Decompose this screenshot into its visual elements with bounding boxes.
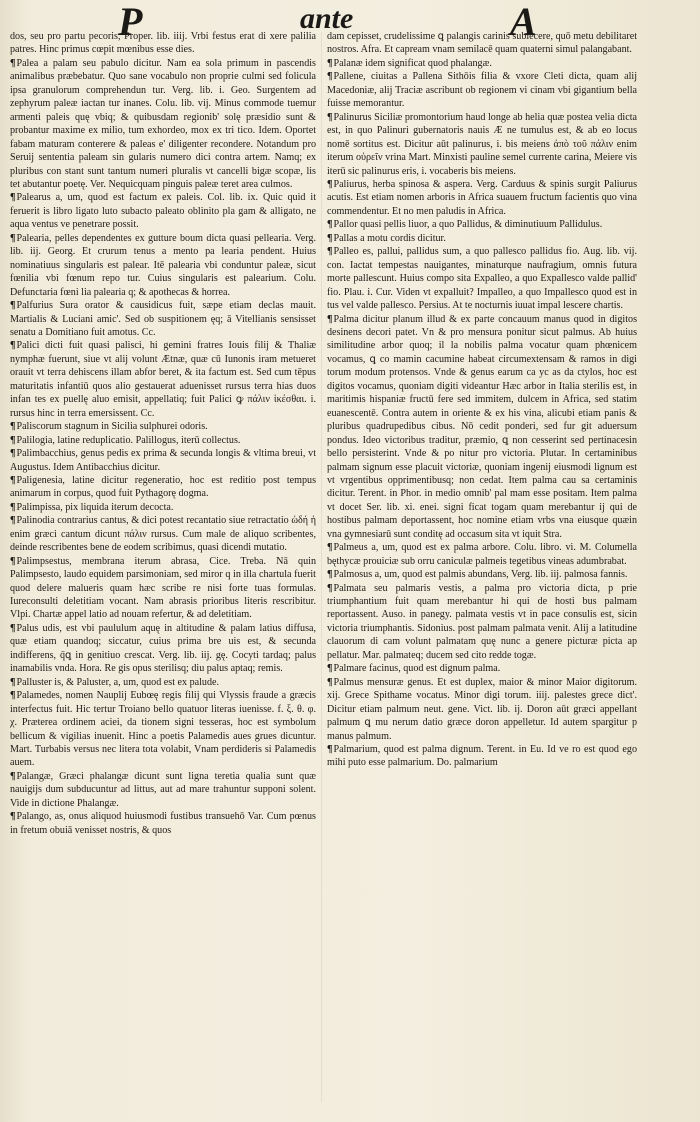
paragraph-mark: ¶ [10,770,16,782]
dictionary-entry [10,434,316,447]
dictionary-entry [327,313,637,542]
dictionary-entry [10,474,316,501]
entry-text: Pallene, ciuitas a Pallena Sithōis filia & vxore Cleti dicta, quam alij Macedoniæ, alij Traciæ ascribunt ob regionem vi cinam vbi gigantium bella fuisse memorantur. [327,71,637,110]
entry-text: Palmarium, quod est palma dignum. Terent. in Eu. Id ve ro est quod ego mihi puto esse palmarium. Do. palmarium [327,744,637,769]
entry-text: Palmata seu palmaris vestis, a palma pro victoria dicta, p prie triumphantium fuit quam merebantur hi qui de hosti bus palmam reportassent. Auso. in panegy. palmata vestis vt in pace consulis est, sicin victoria triumphantis. Sidonius. post palmam palmata venit. Alij a latitudine clauorum di cam volunt palmatam quę nunc a genere picturæ picta ap pellatur. Mar. palmateq; ducem sed cito redde togæ. [327,582,637,661]
paragraph-mark: ¶ [10,421,16,433]
entry-text: Palleo es, pallui, pallidus sum, a quo pallesco pallidus fio. Aug. lib. vij. con. Iactat tempestas nauigantes, minaturque naufragium, omnis futura morte pallescunt. Huius compo sita Expalleo, a quo Expallesco valde pallid' fio. Plau. i. Cur. Viden vt expalluit? Impalleo, a quo Impallesco quod est in tus vel valde pallesco. Persius. At te nocturnis iuuat impal lescere chartis. [327,246,637,312]
left-column [10,30,316,1110]
paragraph-mark: ¶ [327,57,333,69]
entry-text: Palmare facinus, quod est dignum palma. [333,663,501,675]
paragraph-mark: ¶ [327,582,333,594]
dictionary-entry [327,57,637,70]
entry-text: dam cepisset, crudelissime ꝗ palangis carinis subiecere, quō metu debilitaret nostros. Afra. Et capream vnam semilacē quam quaterni simul palangabant. [327,31,637,56]
paragraph-mark: ¶ [10,474,16,486]
entry-text: Palmosus a, um, quod est palmis abundans, Verg. lib. iij. palmosa fannis. [333,569,628,581]
dictionary-entry [327,568,637,581]
paragraph-mark: ¶ [327,246,333,258]
entry-text: Pallor quasi pellis liuor, a quo Pallidus, & diminutiuum Pallidulus. [333,219,603,231]
entry-text: Palimbacchius, genus pedis ex prima & secunda longis & vltima breui, vt Augustus. Idem Antibacchius dicitur. [10,448,316,473]
dictionary-entry [10,555,316,622]
entry-text: Palmeus a, um, quod est ex palma arbore. Colu. libro. vi. M. Columella bęthycæ prouiciæ sub orru caniculæ palmeis tegetibus vineas adumbrabat. [327,542,637,567]
entry-text: Palilogia, latine reduplicatio. Palillogus, iterū collectus. [16,434,241,446]
paragraph-mark: ¶ [327,676,333,688]
paragraph-mark: ¶ [327,219,333,231]
entry-text: Pallas a motu cordis dicitur. [333,232,446,244]
paragraph-mark: ¶ [327,313,333,325]
paragraph-mark: ¶ [10,555,16,567]
dictionary-entry [327,111,637,178]
paragraph-mark: ¶ [327,542,333,554]
right-column [327,30,637,1110]
paragraph-mark: ¶ [10,622,16,634]
entry-text: Palea a palam seu pabulo dicitur. Nam ea sola primum in pascendis animalibus præbebatur. Quo sane vocabulo non proprie culmi sed folicula ipsa granulorum comprehendun tur. Verg. lib. i. Geo. Surgentem ad zephyrum paleæ iactan tur inanes. Colu. lib. vij. Minus commode tuemur armenti paleis quę vbiq; & quibusdam regionib' solę præsidio sunt & probantur maxime ex milio, tum exhordeo, mox ex tri tico. Idem. Oportet fabam maturam conterere & paleas e' diligenter recondere. Notandum pro Seruij sententia paleam sin gularis numero dici contra artem. Namq; ex pluribus con stant sunt tantum numeri pluralis vt cancelli bigæ scopæ, lis tet abutantur poetę. Ver. Nequicquam pinguis paleæ teret area culmos. [10,57,316,190]
entry-text: Palus udis, est vbi paululum aquę in altitudine & palam latius diffusa, quæ etiam quandoq; siccatur, cuius prima bre uis est, & secunda indifferens, q̄ꝗ in genitiuo crescat. Verg. lib. iij. gę. Cocyti tardaq; palus inamabilis vnda. Hora. Re gis opus sterilisq; diu palus aptaq; remis. [10,622,316,675]
paragraph-mark: ¶ [10,676,16,688]
paragraph-mark: ¶ [327,111,333,123]
dictionary-entry [10,420,316,433]
entry-text: Paligenesia, latine dicitur regeneratio, hoc est reditio post tempus animarum in corpus, quod fuit Pythagorę dogma. [10,474,316,500]
column-divider [321,32,322,1102]
dictionary-entry [10,514,316,554]
dictionary-entry [327,30,637,57]
paragraph-mark: ¶ [10,515,16,527]
paragraph-mark: ¶ [10,232,16,244]
dictionary-entry [327,70,637,110]
paragraph-mark: ¶ [327,71,333,83]
entry-text: Palearia, pelles dependentes ex gutture boum dicta quasi pellearia. Verg. lib. iij. Georg. Et crurum tenus a mento pa learia pendent. Huius nominatiuus singularis est palear. Itē palearia vbi conduntur paleæ, sicut fœnilia vbi fœnum repo tur. Cuius singularis est palearium. Colu. Defunctaria fœni lia palearia q; & apothecas & horrea. [10,232,316,298]
header-initial-left: P [118,0,142,44]
dictionary-entry [327,541,637,568]
paragraph-mark: ¶ [10,434,16,446]
entry-text: Palanæ idem significat quod phalangæ. [333,57,492,69]
dictionary-entry [327,582,637,663]
entry-text: Palimpsestus, membrana iterum abrasa, Cice. Treba. Nā quin Palimpsesto, laudo equidem parsimoniam, sed miror q in illa chartula fuerit quod delere malueris quam hæc scribe re nisi forte tuas formulas. Iureconsulti deletitiam vocant. Nam abrasis prioribus literis rescribitur. Vlpi. Chartæ appel latio ad nouam refertur, & ad deletitiam. [10,555,316,621]
dictionary-entry [327,676,637,743]
dictionary-entry [10,501,316,514]
paragraph-mark: ¶ [327,663,333,675]
paragraph-mark: ¶ [10,448,16,460]
entry-text: Palimpissa, pix liquida iterum decocta. [16,501,174,513]
paragraph-mark: ¶ [10,690,16,702]
entry-text: Palamedes, nomen Nauplij Eubœę regis filij qui Vlyssis fraude a græcis interfectus fuit. Hic tertur Troiano bello quatuor literas iuenisse. f. ξ. θ. φ. χ. Præterea ordinem aciei, da tionem signi tesseras, hoc est symbolum bellicum & vigilias inuenit. Hinc a poetis Palamedis aues grues dicuntur. Mart. Turbabis versus nec litera tota volabit, Vnam perdideris si Palamedis auem. [10,690,316,769]
dictionary-entry [10,339,316,420]
paragraph-mark: ¶ [10,340,16,352]
entry-text: Palango, as, onus aliquod huiusmodi fustibus transuehō Var. Cum pœnus in fretum obuiā venisset nostris, & quos [10,811,316,836]
dictionary-entry [327,245,637,312]
paragraph-mark: ¶ [10,501,16,513]
dictionary-entry [10,57,316,192]
entry-text: Palinurus Siciliæ promontorium haud longe ab helia quæ postea velia dicta est, in quo Palinuri gubernatoris nauis Æ ne tumulus est, & ab eo locus nomē sortitus est. Dicitur aūt palinurus, i. bis meiens ἀπὸ τοῦ πάλιν enim iterum οὐρεῖν vrina Mart. Minxisti pauline semel currente carina, Meiere vis iterū sic palinurus eris, i. vocaberis bis meiens. [327,111,637,177]
dictionary-entry [10,676,316,689]
header-initial-right: A [510,0,537,44]
entry-text: Palangæ, Græci phalangæ dicunt sunt ligna teretia qualia sunt quæ nauigijs dum subducuntur ad littus, aut ad mare trahuntur supponi solent. Vide in dictione Phalangæ. [10,770,316,809]
paragraph-mark: ¶ [10,57,16,69]
entry-text: Palluster is, & Paluster, a, um, quod est ex palude. [16,676,220,688]
entry-text: Palma dicitur planum illud & ex parte concauum manus quod in digitos desinens decori patet. Vn & pro mensura ponitur sicut palmus. Ab huius similitudine arbor quoq; il la nobilis palma vocatur quam phœnicem vocamus, ꝗ co mamin cacumine habeat circumextensam & ramos in digi torum modum protensos. Vnde & genus earum ca yc as da ctylos, hoc est digitos vocamus, quoniam digiti videantur Hæc arbor in Italia sterilis est, in maritimis hispaniæ fructū fere sed immitem, dulcem in Africa, sed statim euanescentē. Contra autem in oriente & ex his vina, alicubi etiam panis & pluribus quadrupedibus cibus. Nō cedit ponderi, sed fur git aduersum pondus. Ideo victoribus traditur, præmio, ꝗ non cesserint sed pertinacesin bello persisterint. Vnde & po nitur pro victoria. Plutar. In certaminibus palmam signum esse placuit victoriæ, quoniam ingenij eiusmodi lignum est vt vrgentibus opprimentibusq; non cedat. Item palma cau sa certaminis dicitur. Terent. in Phor. in medio omnib' pal mam esse positam. Item palma vt docet Ser. lib. xi. enei. signi ficat togam quam merebantur ij qui de hostibus palmam deportassent, hoc nomine etiam vrbs vna eiusque quæin vna gymnesiarū sunt conditę ad occasum sita vt iquit Stra. [327,313,637,540]
dictionary-entry [327,178,637,218]
entry-text: Palmus mensuræ genus. Et est duplex, maior & minor Maior digitorum. xij. Grece Spithame vocatus. Minor digi torum. iiij. palestes grece dict'. Dicitur etiam palmum neut. gene. Vict. lib. ij. Doron aūt græci appellant palmum ꝗ mu nerum datio græce doron appelletur. Id autem spargitur p manus palmum. [327,676,637,742]
entry-text: Palici dicti fuit quasi palisci, hi gemini fratres Iouis filij & Thaliæ nymphæ fuerunt, siue vt alij volunt Ætnæ, quæ cū Iunonis iram metueret orauit vt terra dehiscens illam abfor beret, & ita factum est. Sed cum tēpus maturitatis infantiū quos alio gestauerat aduenisset rursus terra hias duos infan tes ex puellę aluo emisit, appellatiq; fuit Palici ꝙ πάλιν ἱκέσθαι. i. rursus hinc in terra emersissent. Cc. [10,340,316,419]
dictionary-entry [327,662,637,675]
paragraph-mark: ¶ [10,811,16,823]
dictionary-entry [327,743,637,770]
dictionary-entry [10,447,316,474]
paragraph-mark: ¶ [327,744,333,756]
paragraph-mark: ¶ [10,192,16,204]
entry-text: Palearus a, um, quod est factum ex paleis. Col. lib. ix. Quic quid it feruerit is libro ligato luto subacto paleato oblinito pla gam & alligato, ne aqua ventus ve penetrare possit. [10,192,316,231]
dictionary-entry [10,30,316,57]
dictionary-entry [327,232,637,245]
entry-text: Palinodia contrarius cantus, & dici potest recantatio siue retractatio ὠδή ἡ enim græci cantum dicunt πάλιν rursus. Cum male de aliquo scribentes, deinde rescribentes bene de eodem scribimus, quasi dicendi mutatio. [10,515,316,554]
dictionary-entry [10,191,316,231]
dictionary-entry [327,218,637,231]
dictionary-entry [10,770,316,810]
header-catchword: ante [300,2,354,35]
dictionary-entry [10,232,316,299]
paragraph-mark: ¶ [327,178,333,190]
dictionary-entry [10,689,316,770]
entry-text: dos, seu pro partu pecoris, Proper. lib. iiij. Vrbi festus erat di xere palilia patres. Hinc primus cœpit mœnibus esse dies. [10,31,316,56]
dictionary-entry [10,299,316,339]
dictionary-entry [10,622,316,676]
entry-text: Palfurius Sura orator & causidicus fuit, sæpe etiam declas mauit. Martialis & Luciani amic'. Sed ob suspitionem ęq; ā Vitellianis sensisset senatu a Domitiano fuit amotus. Cc. [10,300,316,338]
dictionary-entry [10,810,316,837]
paragraph-mark: ¶ [10,300,16,312]
entry-text: Paliscorum stagnum in Sicilia sulphurei odoris. [16,421,208,433]
entry-text: Paliurus, herba spinosa & aspera. Verg. Carduus & spinis surgit Paliurus acutis. Est etiam nomen arboris in Africa suauem fructum facientis quo vina commendentur. Et no men paludis in Africa. [327,178,637,217]
paragraph-mark: ¶ [327,569,333,581]
paragraph-mark: ¶ [327,232,333,244]
